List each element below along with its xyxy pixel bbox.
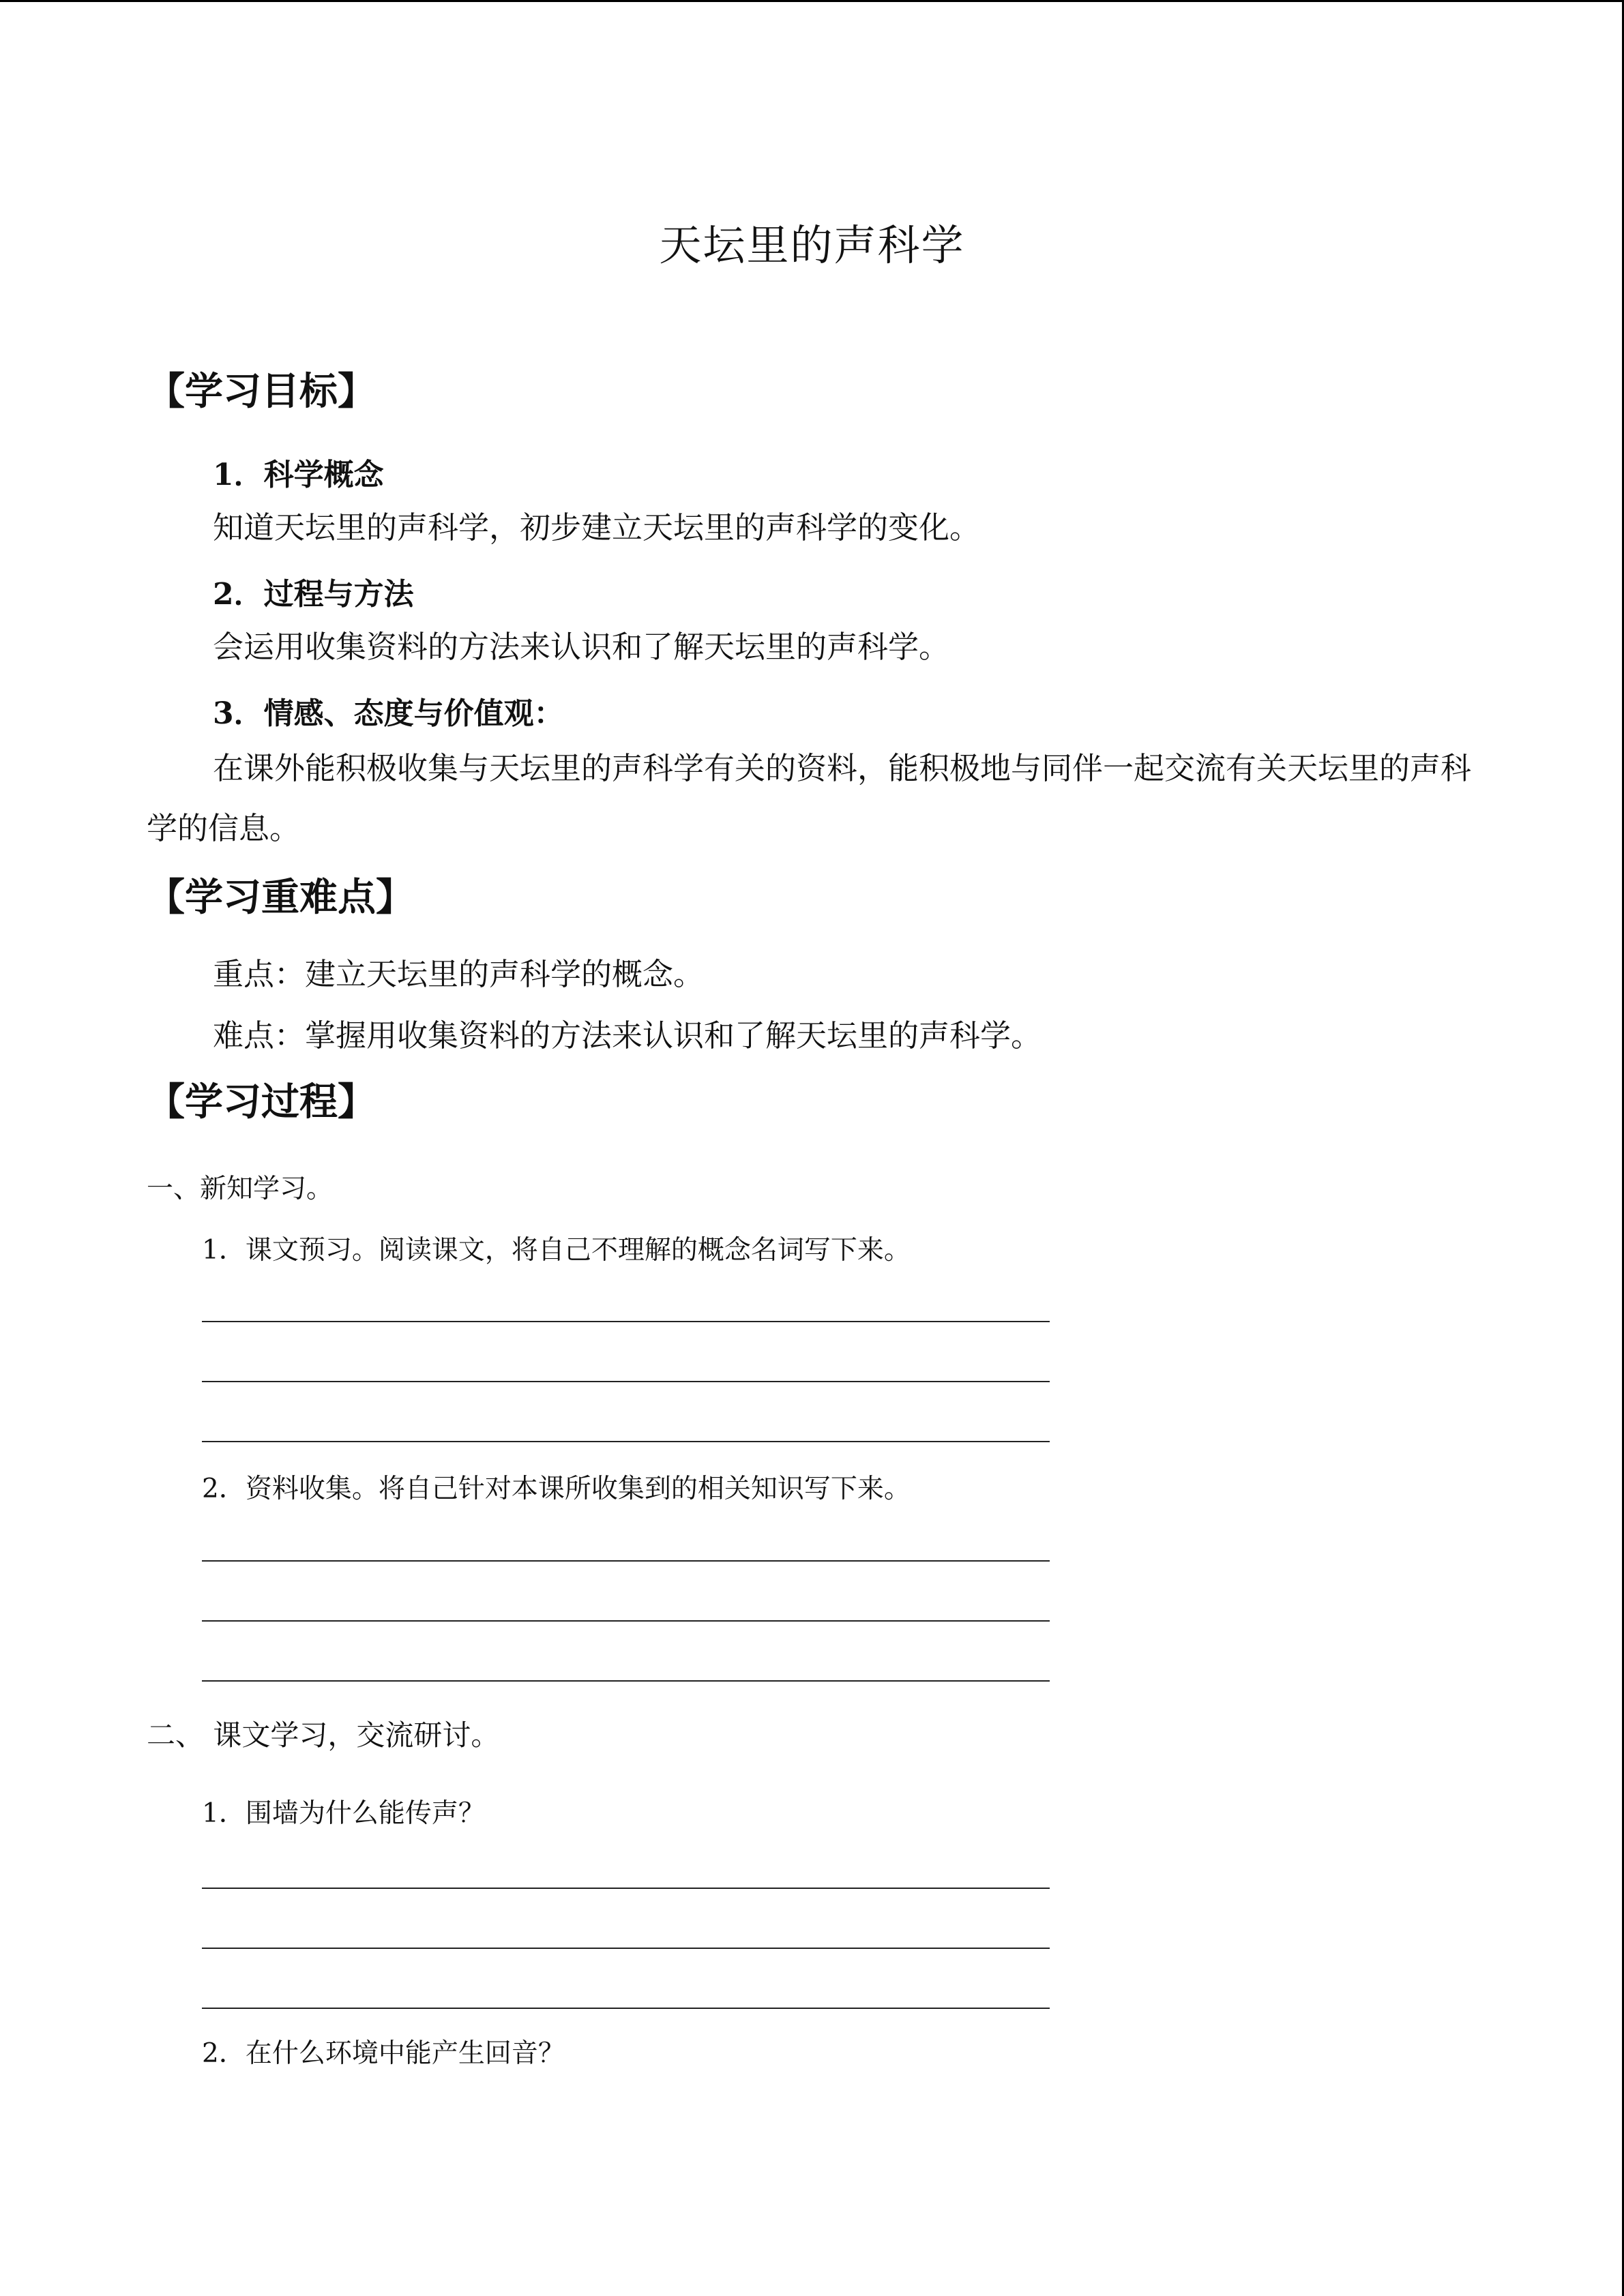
objective-1-label: 1．科学概念 [213,458,384,492]
difficulty-text: 难点：掌握用收集资料的方法来认识和了解天坛里的声科学。 [213,1017,1042,1054]
key-points-heading: 【学习重难点】 [147,876,414,920]
objective-1-text: 知道天坛里的声科学，初步建立天坛里的声科学的变化。 [213,509,981,546]
answer-line [202,1381,1050,1382]
document-title: 天坛里的声科学 [659,220,965,270]
answer-line [202,1441,1050,1442]
answer-line [202,1321,1050,1322]
part2-title: 二、 课文学习，交流研讨。 [147,1718,500,1752]
objective-3-label: 3．情感、态度与价值观： [213,696,564,731]
answer-line [202,1560,1050,1562]
objective-3-text: 在课外能积极收集与天坛里的声科学有关的资料，能积极地与同伴一起交流有关天坛里的声科学的信息。 [147,750,1472,846]
answer-line [202,1948,1050,1949]
part1-title: 一、新知学习。 [147,1174,334,1204]
answer-line [202,1620,1050,1622]
objective-2-label: 2．过程与方法 [213,577,414,612]
page-border-top [0,0,1624,2]
part1-question-1: 1．课文预习。阅读课文，将自己不理解的概念名词写下来。 [202,1235,911,1266]
answer-line [202,1680,1050,1682]
objective-2-text: 会运用收集资料的方法来认识和了解天坛里的声科学。 [213,629,950,665]
part2-question-2: 2．在什么环境中能产生回音？ [202,2038,565,2069]
key-point-text: 重点：建立天坛里的声科学的概念。 [213,956,705,992]
process-heading: 【学习过程】 [147,1080,376,1124]
part2-question-1: 1．围墙为什么能传声？ [202,1798,485,1829]
answer-line [202,2008,1050,2009]
part1-question-2: 2．资料收集。将自己针对本课所收集到的相关知识写下来。 [202,1474,911,1504]
answer-line [202,1888,1050,1889]
objectives-heading: 【学习目标】 [147,370,376,414]
